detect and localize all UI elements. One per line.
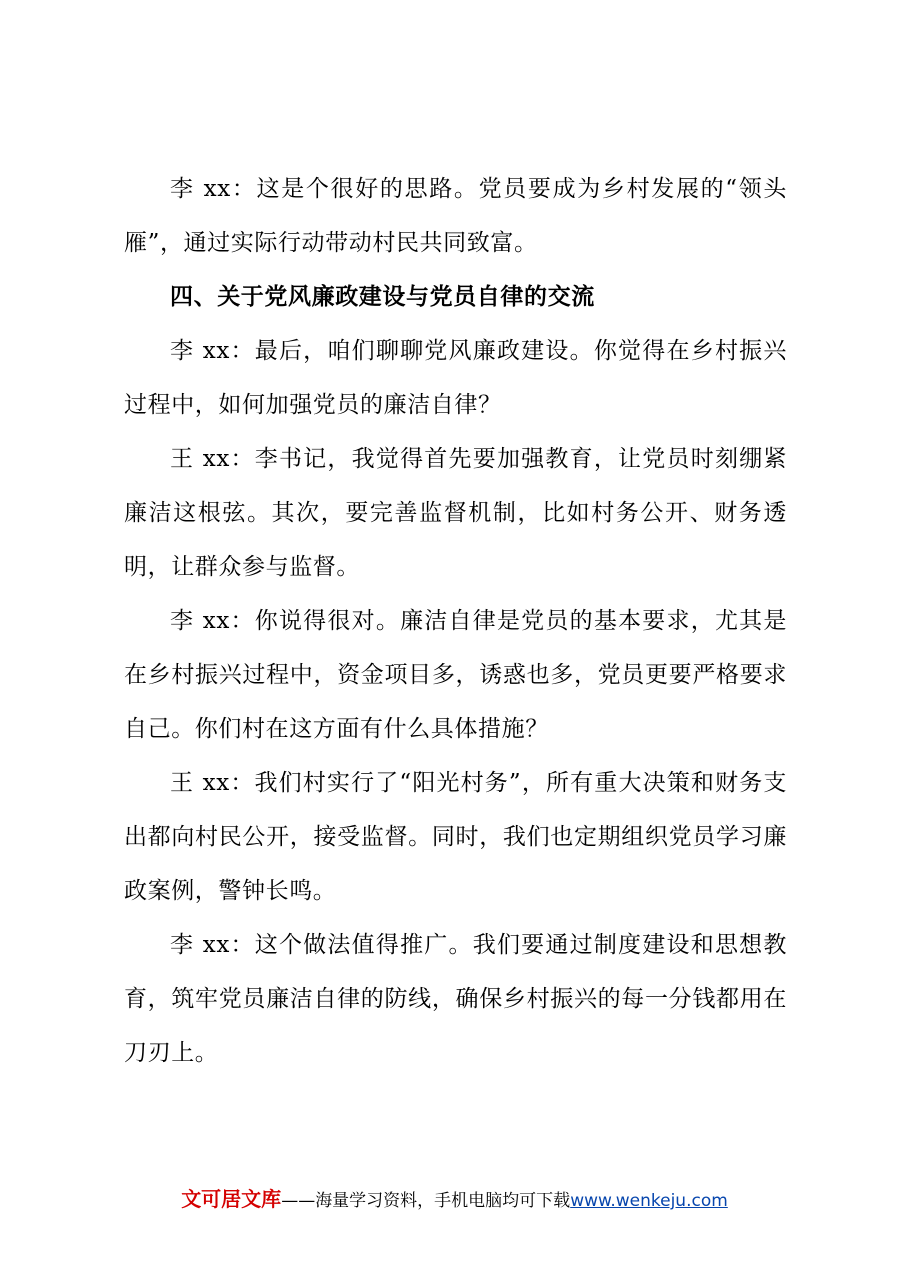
section-heading: 四、关于党风廉政建设与党员自律的交流 bbox=[170, 284, 595, 310]
footer-slogan: ——海量学习资料，手机电脑均可下载 bbox=[281, 1191, 571, 1211]
dialogue-paragraph: 王 xx：李书记，我觉得首先要加强教育，让党员时刻绷紧廉洁这根弦。其次，要完善监督机制，比如村务公开、财务透明，让群众参与监督。 bbox=[124, 446, 787, 580]
dialogue-paragraph: 李 xx：这是个很好的思路。党员要成为乡村发展的“领头雁”，通过实际行动带动村民共同致富。 bbox=[124, 176, 787, 256]
footer-brand: 文可居文库 bbox=[181, 1187, 282, 1211]
dialogue-paragraph: 李 xx：你说得很对。廉洁自律是党员的基本要求，尤其是在乡村振兴过程中，资金项目多，诱惑也多，党员更要严格要求自己。你们村在这方面有什么具体措施？ bbox=[124, 608, 787, 742]
footer-site-link[interactable]: www.wenkeju.com bbox=[570, 1191, 728, 1211]
dialogue-paragraph: 李 xx：这个做法值得推广。我们要通过制度建设和思想教育，筑牢党员廉洁自律的防线，确保乡村振兴的每一分钱都用在刀刃上。 bbox=[124, 932, 787, 1066]
dialogue-paragraph: 王 xx：我们村实行了“阳光村务”，所有重大决策和财务支出都向村民公开，接受监督。同时，我们也定期组织党员学习廉政案例，警钟长鸣。 bbox=[124, 770, 787, 904]
page-footer bbox=[0, 1183, 909, 1212]
document-body bbox=[124, 162, 787, 1080]
dialogue-paragraph: 李 xx：最后，咱们聊聊党风廉政建设。你觉得在乡村振兴过程中，如何加强党员的廉洁自律？ bbox=[124, 338, 787, 418]
